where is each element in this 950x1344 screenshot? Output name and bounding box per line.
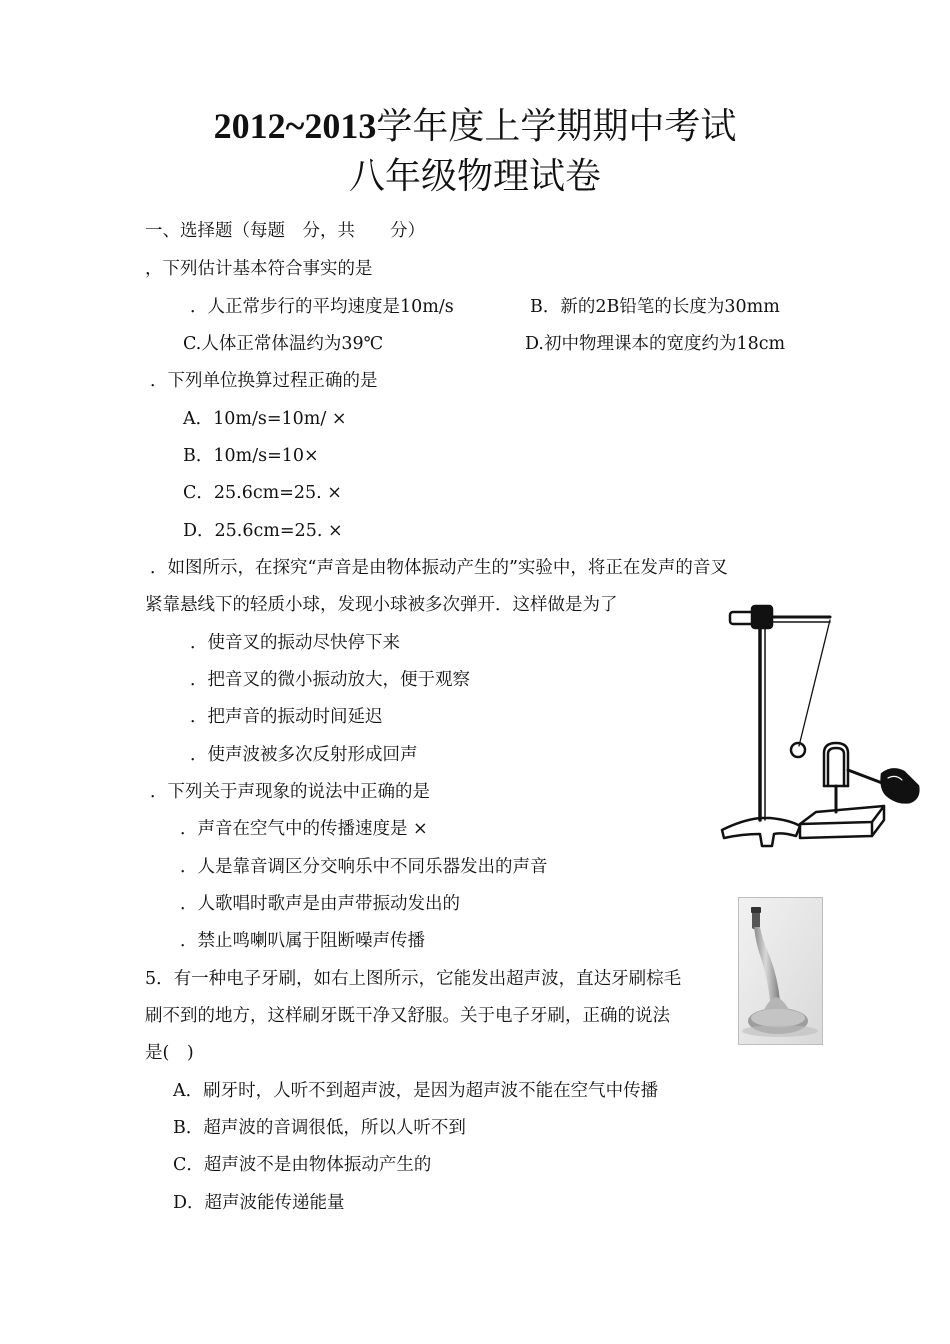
title-year: 2012~2013 [213, 106, 377, 146]
tuning-fork-apparatus-figure [712, 598, 927, 858]
question-3-stem-line-2: 紧靠悬线下的轻质小球，发现小球被多次弹开．这样做是为了 [145, 595, 618, 615]
question-4-option-d: ．禁止鸣喇叭属于阻断噪声传播 [180, 931, 425, 951]
question-4-option-a: ．声音在空气中的传播速度是 × [180, 819, 428, 839]
question-1-stem: ，下列估计基本符合事实的是 [145, 259, 373, 279]
question-5-stem-line-3: 是( ) [145, 1043, 194, 1063]
question-5-option-c: C．超声波不是由物体振动产生的 [173, 1155, 432, 1175]
page-subtitle: 八年级物理试卷 [348, 156, 601, 197]
question-3-option-b: ．把音叉的微小振动放大，便于观察 [190, 670, 470, 690]
question-1-option-c: C.人体正常体温约为39℃ [183, 334, 384, 354]
question-3-option-c: ．把声音的振动时间延迟 [190, 707, 383, 727]
question-5-option-a: A．刷牙时，人听不到超声波，是因为超声波不能在空气中传播 [173, 1081, 659, 1101]
question-5-option-b: B．超声波的音调很低，所以人听不到 [173, 1118, 466, 1138]
question-3-option-a: ．使音叉的振动尽快停下来 [190, 633, 400, 653]
question-2-option-a: A．10m/s=10m/ × [183, 409, 347, 429]
question-2-stem: ．下列单位换算过程正确的是 [150, 371, 378, 391]
question-5-stem-line-1: 5．有一种电子牙刷，如右上图所示，它能发出超声波，直达牙刷棕毛 [145, 969, 682, 989]
title-text: 学年度上学期期中考试 [376, 106, 737, 147]
question-4-option-b: ．人是靠音调区分交响乐中不同乐器发出的声音 [180, 857, 548, 877]
page-title [0, 104, 950, 149]
question-1-option-a: ．人正常步行的平均速度是10m/s [190, 297, 454, 317]
question-5-option-d: D．超声波能传递能量 [173, 1193, 345, 1213]
question-4-option-c: ．人歌唱时歌声是由声带振动发出的 [180, 894, 460, 914]
question-5-stem-line-2: 刷不到的地方，这样刷牙既干净又舒服。关于电子牙刷，正确的说法 [145, 1006, 670, 1026]
section-heading: 一、选择题（每题 分，共 分） [145, 221, 425, 241]
question-1-option-b: B．新的2B铅笔的长度为30mm [530, 297, 780, 317]
electric-toothbrush-figure [738, 897, 823, 1045]
question-2-option-c: C．25.6cm=25. × [183, 483, 342, 503]
question-4-stem: ．下列关于声现象的说法中正确的是 [150, 782, 430, 802]
question-1-option-d: D.初中物理课本的宽度约为18cm [525, 334, 786, 354]
question-3-option-d: ．使声波被多次反射形成回声 [190, 745, 418, 765]
question-3-stem-line-1: ．如图所示，在探究“声音是由物体振动产生的”实验中，将正在发声的音叉 [150, 558, 728, 578]
question-2-option-d: D．25.6cm=25. × [183, 521, 343, 541]
question-2-option-b: B．10m/s=10× [183, 446, 319, 466]
